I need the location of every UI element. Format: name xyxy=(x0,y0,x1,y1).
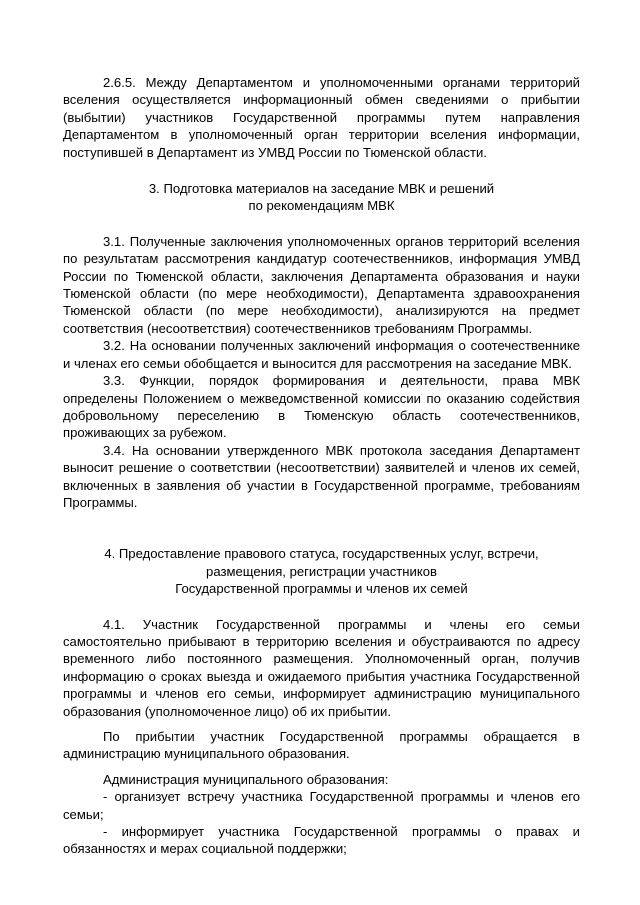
section-4-heading-line-1: 4. Предоставление правового статуса, государственных услуг, встречи, xyxy=(104,546,539,562)
paragraph-4-1: 4.1. Участник Государственной программы и члены его семьи самостоятельно прибывают в территорию вселения и обустраиваются по адресу временного либо постоянного размещения. Уполномоченный орган, получив информацию о сроках выезда и ожидаемого прибытия участника Государственной программы и членов его семьи, информирует администрацию муниципального образования (уполномоченное лицо) об их прибытии. xyxy=(63,616,580,719)
paragraph-3-4: 3.4. На основании утвержденного МВК протокола заседания Департамент выносит решение о соответствии (несоответствии) заявителей и членов их семей, включенных в заявления об участии в Государственной программе, требованиям Программы. xyxy=(63,442,580,510)
section-3-heading xyxy=(63,180,580,215)
list-item-inform: - информирует участника Государственной программы о правах и обязанностях и мерах социальной поддержки; xyxy=(63,824,580,857)
paragraph-3-1: 3.1. Полученные заключения уполномоченных органов территорий вселения по результатам рассмотрения кандидатур соотечественников, информация УМВД России по Тюменской области, заключения Департамента образования и науки Тюменской области (по мере необходимости), Департамента здравоохранения Тюменской области (по мере необходимости), анализируются на предмет соответствия (несоответствия) соотечественников требованиям Программы. xyxy=(63,233,580,336)
section-3-heading-line-2: по рекомендациям МВК xyxy=(248,198,395,214)
section-3-heading-line-1: 3. Подготовка материалов на заседание МВК и решений xyxy=(148,181,495,197)
document-page xyxy=(63,74,580,858)
list-item-meeting: - организует встречу участника Государственной программы и членов его семьи; xyxy=(63,789,580,822)
paragraph-3-2: 3.2. На основании полученных заключений информация о соотечественнике и членах его семьи обобщается и выносится для рассмотрения на заседание МВК. xyxy=(63,338,580,371)
paragraph-3-3: 3.3. Функции, порядок формирования и деятельности, права МВК определены Положением о межведомственной комиссии по оказанию содействия добровольному переселению в Тюменскую область соотечественников, проживающих за рубежом. xyxy=(63,373,580,441)
paragraph-2-6-5: 2.6.5. Между Департаментом и уполномоченными органами территорий вселения осуществляется информационный обмен сведениями о прибытии (выбытии) участников Государственной программы путем направления Департаментом в уполномоченный орган территории вселения информации, поступившей в Департамент из УМВД России по Тюменской области. xyxy=(63,75,580,160)
section-4-heading xyxy=(63,545,580,597)
section-4-heading-line-2: размещения, регистрации участников xyxy=(206,563,437,579)
paragraph-administration: Администрация муниципального образования: xyxy=(103,771,389,787)
section-4-heading-line-3: Государственной программы и членов их семей xyxy=(175,581,468,597)
paragraph-arrival: По прибытии участник Государственной программы обращается в администрацию муниципального образования. xyxy=(63,729,580,762)
